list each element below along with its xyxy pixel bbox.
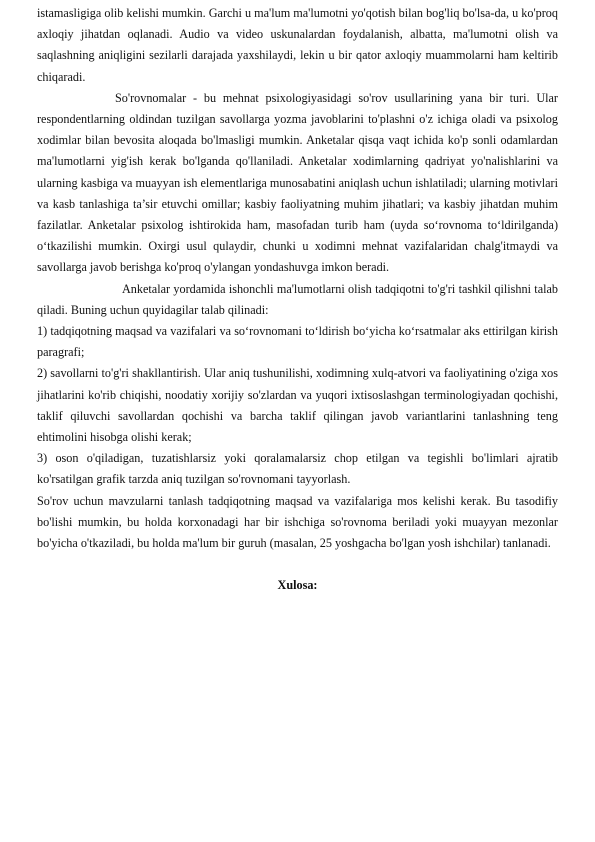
list-item-1: 1) tadqiqotning maqsad va vazifalari va so‘rovnomani to‘ldirish bo‘yicha ko‘rsatmalar aks ettirilgan kirish paragrafi; <box>37 324 558 360</box>
document-page <box>37 0 558 842</box>
list-item-2: 2) savollarni to'g'ri shakllantirish. Ular aniq tushunilishi, xodimning xulq-atvori va faoliyatining o'ziga xos jihatlarini ko'rib chiqishi, noodatiy xorijiy so'zlardan va yuqori ixtisoslashgan terminologiyadan qochishi, taklif qiluvchi savollardan qochishi va barcha taklif qilingan javob variantlarini tanlashning teng ehtimolini hisobga olishi kerak; <box>37 366 558 445</box>
paragraph-ethics: istamasligiga olib kelishi mumkin. Garchi u ma'lum ma'lumotni yo'qotish bilan bog'liq bo'lsa-da, u ko'proq axloqiy jihatdan oqlanadi. Audio va video uskunalardan foydalanish, albatta, ma'lumotni olish va saqlashning aniqligini sezilarli darajada yaxshilaydi, lekin u bir qator axloqiy muammolarni ham keltirib chiqaradi. <box>37 6 558 84</box>
paragraph-requirements-intro: Anketalar yordamida ishonchli ma'lumotlarni olish tadqiqotni to'g'ri tashkil qilishni talab qiladi. Buning uchun quyidagilar talab qilinadi: <box>37 281 558 317</box>
section-heading-conclusion: Xulosa: <box>277 578 318 593</box>
paragraph-questionnaires: So'rovnomalar - bu mehnat psixologiyasidagi so'rov usullarining yana bir turi. Ular respondentlarning oldindan tuzilgan savollarga yozma javoblarini to'plashni o'z ichiga oladi va psixolog xodimlar bilan bevosita aloqada bo'lmasligi mumkin. Anketalar qisqa vaqt ichida ko'p sonli odamlardan ma'lumotlarni yig'ish kerak bo'lganda qo'llaniladi. Anketalar xodimlarning qadriyat yo'nalishlarini va ularning kasbiga va muayyan ish elementlariga munosabatini aniqlash uchun ishlatiladi; ularning motivlari va kasb tanlashiga ta’sir etuvchi omillar; kasbiy faoliyatning muhim jihatlari; va kasbiy jihatdan muhim fazilatlar. Anketalar psixolog ishtirokida ham, masofadan turib ham (uyda so‘rovnoma to‘ldirilganda) o‘tkazilishi mumkin. Oxirgi usul qulaydir, chunki u xodimni mehnat vazifalaridan chalg'itmaydi va savollarga javob berishga ko'proq o'ylangan yondashuvga imkon beradi. <box>37 90 558 275</box>
list-item-3: 3) oson o'qiladigan, tuzatishlarsiz yoki qoralamalarsiz chop etilgan va tegishli bo'limlari ajratib ko'rsatilgan grafik tarzda aniq tuzilgan so'rovnomani tayyorlash. <box>37 451 558 487</box>
paragraph-subject-selection: So'rov uchun mavzularni tanlash tadqiqotning maqsad va vazifalariga mos kelishi kerak. Bu tasodifiy bo'lishi mumkin, bu holda korxonadagi har bir ishchiga so'rovnoma beriladi yoki muayyan mezonlar bo'yicha o'tkaziladi, bu holda ma'lum bir guruh (masalan, 25 yoshgacha bo'lgan yosh ishchilar) tanlanadi. <box>37 493 558 551</box>
